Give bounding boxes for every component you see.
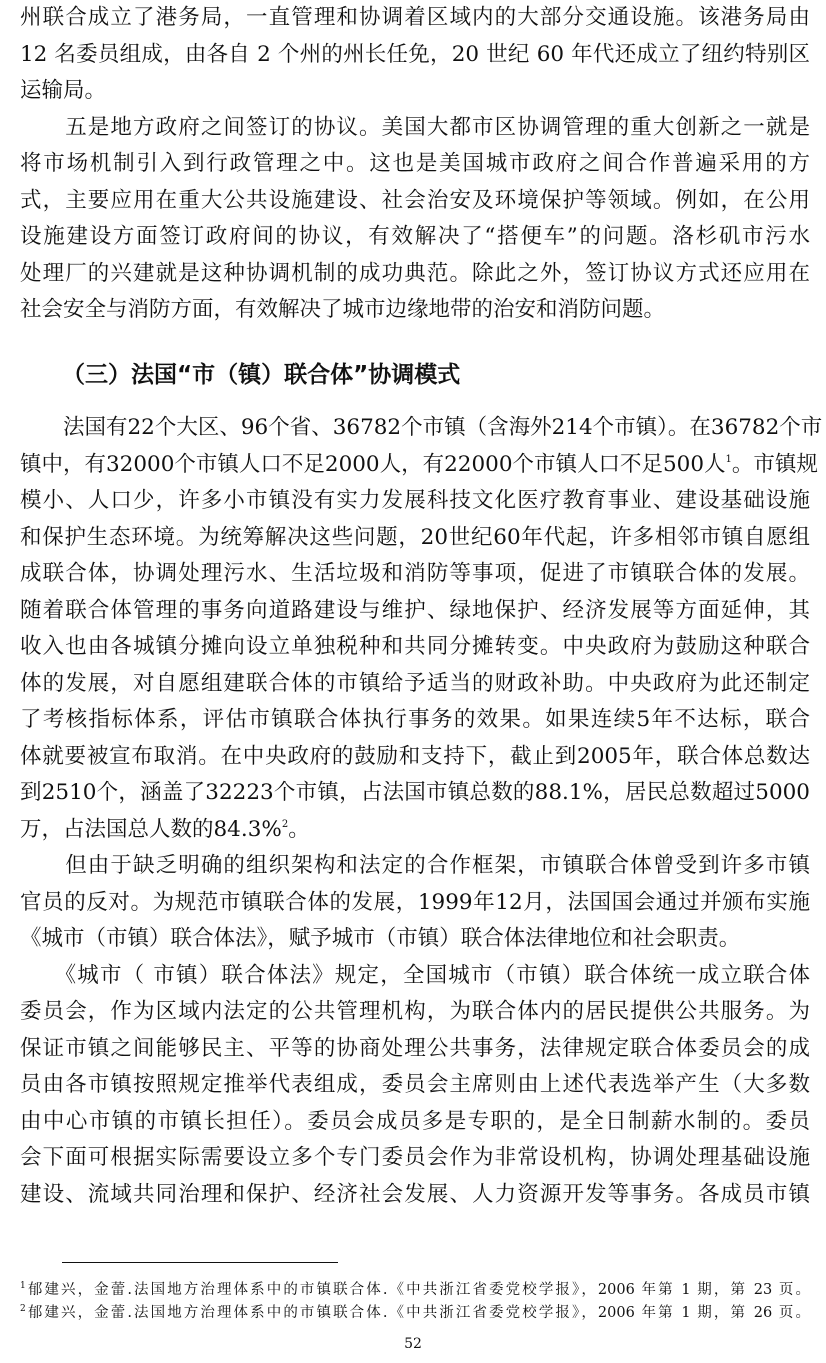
text-line: 处理厂的兴建就是这种协调机制的成功典范。除此之外，签订协议方式还应用在 [20, 260, 810, 286]
page-number: 52 [404, 1336, 422, 1352]
text-line: 了考核指标体系，评估市镇联合体执行事务的效果。如果连续5年不达标，联合 [20, 707, 810, 732]
text-line: 模小、人口少，许多小市镇没有实力发展科技文化医疗教育事业、建设基础设施 [20, 488, 810, 513]
footnote-mark: 1 [20, 1281, 26, 1291]
text-line: 式，主要应用在重大公共设施建设、社会治安及环境保护等领域。例如，在公用 [20, 187, 810, 213]
text-line: 12 名委员组成，由各自 2 个州的州长任免，20 世纪 60 年代还成立了纽约特别区 [20, 41, 810, 67]
footnote-separator [62, 1262, 338, 1263]
footnote-text: 郁建兴，金蕾.法国地方治理体系中的市镇联合体.《中共浙江省委党校学报》，2006 年第 1 期，第 26 页。 [25, 1305, 810, 1321]
text-line: 建设、流域共同治理和保护、经济社会发展、人力资源开发等事务。各成员市镇 [20, 1181, 810, 1207]
paragraph-block-top [20, 0, 810, 329]
text-line: 社会安全与消防方面，有效解决了城市边缘地带的治安和消防问题。 [20, 297, 666, 322]
footnote-ref[interactable]: 1 [725, 453, 732, 465]
text-line: 官员的反对。为规范市镇联合体的发展，1999年12月，法国国会通过并颁布实施 [20, 889, 810, 915]
footnote-text: 郁建兴，金蕾.法国地方治理体系中的市镇联合体.《中共浙江省委党校学报》，2006 年第 1 期，第 23 页。 [25, 1282, 810, 1298]
text-segment: 。市镇规 [731, 451, 818, 477]
text-line: 五是地方政府之间签订的协议。美国大都市区协调管理的重大创新之一就是 [20, 114, 810, 140]
footnote-ref[interactable]: 2 [281, 818, 289, 830]
text-line: 收入也由各城镇分摊向设立单独税种和共同分摊转变。中央政府为鼓励这种联合 [20, 634, 810, 659]
text-line: 保证市镇之间能够民主、平等的协商处理公共事务，法律规定联合体委员会的成 [20, 1035, 810, 1061]
text-line: 体的发展，对自愿组建联合体的市镇给予适当的财政补助。中央政府为此还制定 [20, 670, 810, 696]
text-line: 州联合成立了港务局，一直管理和协调着区域内的大部分交通设施。该港务局由 [20, 5, 810, 30]
text-line: 成联合体，协调处理污水、生活垃圾和消防等事项，促进了市镇联合体的发展。 [20, 561, 810, 586]
text-line: 和保护生态环境。为统筹解决这些问题，20世纪60年代起，许多相邻市镇自愿组 [20, 524, 810, 550]
text-line: 体就要被宣布取消。在中央政府的鼓励和支持下，截止到2005年，联合体总数达 [20, 743, 810, 769]
text-line: 由中心市镇的市镇长担任）。委员会成员多是专职的，是全日制薪水制的。委员 [20, 1108, 810, 1134]
text-segment: 万，占法国总人数的84.3% [20, 816, 282, 842]
section-heading: （三）法国“市（镇）联合体”协调模式 [62, 362, 461, 388]
text-segment: 。 [288, 816, 310, 842]
footnote [20, 1280, 810, 1300]
text-line: 但由于缺乏明确的组织架构和法定的合作框架，市镇联合体曾受到许多市镇 [20, 853, 810, 878]
text-line: 法国有22个大区、96个省、36782个市镇（含海外214个市镇）。在36782个市 [20, 415, 823, 440]
text-line: 运输局。 [20, 78, 107, 103]
text-line: 随着联合体管理的事务向道路建设与维护、绿地保护、经济发展等方面延伸，其 [20, 597, 810, 623]
text-line [20, 812, 810, 849]
text-line: 员由各市镇按照规定推举代表组成，委员会主席则由上述代表选举产生（大多数 [20, 1072, 810, 1097]
footnote-mark: 2 [20, 1304, 26, 1314]
footnote [20, 1303, 810, 1323]
text-line: 设施建设方面签订政府间的协议，有效解决了“搭便车”的问题。洛杉矶市污水 [20, 224, 810, 249]
text-segment: 镇中，有32000个市镇人口不足2000人，有22000个市镇人口不足500人 [20, 451, 726, 477]
text-line: 《城市（ 市镇）联合体法》规定，全国城市（市镇）联合体统一成立联合体 [20, 962, 810, 988]
text-line: 到2510个，涵盖了32223个市镇，占法国市镇总数的88.1%，居民总数超过5000 [20, 780, 810, 805]
text-line: 将市场机制引入到行政管理之中。这也是美国城市政府之间合作普遍采用的方 [20, 151, 810, 176]
text-line: 委员会，作为区域内法定的公共管理机构，为联合体内的居民提供公共服务。为 [20, 999, 810, 1024]
paragraph-block-main [20, 410, 823, 1213]
text-line: 《城市（市镇）联合体法》，赋予城市（市镇）联合体法律地位和社会职责。 [20, 926, 741, 951]
text-line [20, 447, 818, 484]
text-line: 会下面可根据实际需要设立多个专门委员会作为非常设机构，协调处理基础设施 [20, 1145, 810, 1170]
